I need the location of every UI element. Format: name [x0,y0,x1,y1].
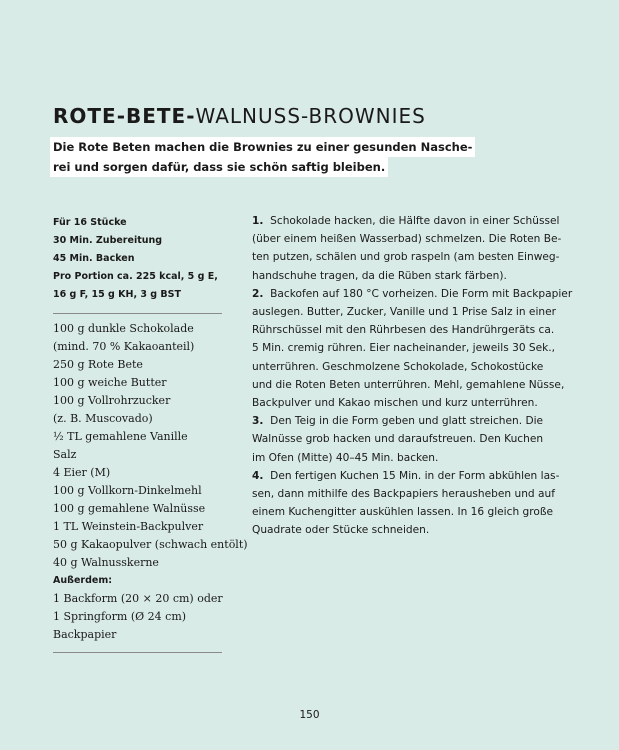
step-text: 5 Min. cremig rühren. Eier nacheinander, jeweils 30 Sek., [252,342,556,355]
recipe-title-regular: WALNUSS-BROWNIES [195,104,426,128]
recipe-title-bold: ROTE-BETE- [53,104,196,128]
step-line [252,267,562,285]
servings: Für 16 Stücke [53,217,127,228]
step-line [252,394,562,412]
step-line [252,521,562,539]
step-line [252,412,562,430]
divider [53,313,222,314]
nutrition-line: Pro Portion ca. 225 kcal, 5 g E, [53,271,218,282]
step-number: 1. [252,215,264,227]
ingredient-item: 100 g gemahlene Walnüsse [53,502,206,515]
intro-line: Die Rote Beten machen die Brownies zu einer gesunden Nasche- [50,137,475,157]
step-text: handschuhe tragen, da die Rüben stark färben). [252,269,507,282]
step-number: 2. [252,287,264,300]
ingredient-item: 100 g Vollrohrzucker [53,394,171,407]
step-text: einem Kuchengitter auskühlen lassen. In 16 gleich große [252,506,554,519]
step-text: im Ofen (Mitte) 40–45 Min. backen. [252,451,439,464]
step-text: (über einem heißen Wasserbad) schmelzen. Die Roten Be- [252,233,562,246]
recipe-title [53,104,426,128]
ingredient-item: 100 g Vollkorn-Dinkelmehl [53,484,202,497]
step-line [252,248,562,266]
extra-item: 1 Backform (20 × 20 cm) oder [53,592,223,605]
step-text: sen, dann mithilfe des Backpapiers herausheben und auf [252,488,555,501]
recipe-meta [53,214,223,304]
step-text: Walnüsse grob hacken und daraufstreuen. Den Kuchen [252,433,544,446]
ingredient-item: (z. B. Muscovado) [53,412,153,425]
extra-item: 1 Springform (Ø 24 cm) [53,610,187,623]
prep-time: 30 Min. Zubereitung [53,235,163,246]
preparation-steps [252,212,573,540]
ingredient-item: 1 TL Weinstein-Backpulver [53,520,204,533]
ingredient-item: 250 g Rote Bete [53,358,143,371]
ingredient-item: 40 g Walnusskerne [53,556,159,569]
recipe-intro [53,137,473,177]
step-line [252,303,562,321]
ingredient-item: ½ TL gemahlene Vanille [53,430,188,443]
step-text: Quadrate oder Stücke schneiden. [252,524,430,537]
step-line [252,485,562,503]
step-line [252,230,562,248]
step-line [252,449,562,467]
ingredient-item: 50 g Kakaopulver (schwach entölt) [53,538,248,551]
extra-item: Backpapier [53,628,117,641]
step-text: Backofen auf 180 °C vorheizen. Die Form mit Backpapier [270,287,573,300]
step-line [252,212,562,230]
step-text: Backpulver und Kakao mischen und kurz unterrühren. [252,397,538,410]
step-line [252,503,562,521]
step-line [252,376,565,394]
step-text: unterrühren. Geschmolzene Schokolade, Schokostücke [252,360,544,373]
step-text: ten putzen, schälen und grob raspeln (am besten Einweg- [252,251,560,264]
bake-time: 45 Min. Backen [53,253,135,264]
step-line [252,321,562,339]
step-line [252,358,562,376]
page-number: 150 [299,709,320,721]
intro-line: rei und sorgen dafür, dass sie schön saftig bleiben. [50,157,388,177]
step-text: Den fertigen Kuchen 15 Min. in der Form abkühlen las- [270,469,560,482]
ingredient-item: 100 g dunkle Schokolade [53,322,194,335]
extras-heading: Außerdem: [53,575,113,586]
step-text: Rührschüssel mit den Rührbesen des Handrührgeräts ca. [252,324,555,337]
ingredient-item: 4 Eier (M) [53,466,111,479]
divider [53,652,222,653]
step-number: 4. [252,469,264,482]
step-text: und die Roten Beten unterrühren. Mehl, gemahlene Nüsse, [252,378,565,391]
nutrition-line: 16 g F, 15 g KH, 3 g BST [53,289,181,300]
ingredient-item: Salz [53,448,77,461]
step-line [252,467,562,485]
ingredient-item: (mind. 70 % Kakaoanteil) [53,340,195,353]
step-line [252,339,562,357]
step-text: Schokolade hacken, die Hälfte davon in einer Schüssel [270,215,560,227]
step-line [252,285,573,303]
step-line [252,430,562,448]
step-text: auslegen. Butter, Zucker, Vanille und 1 Prise Salz in einer [252,306,556,319]
ingredient-item: 100 g weiche Butter [53,376,167,389]
step-number: 3. [252,415,264,428]
ingredient-list [53,320,248,644]
step-text: Den Teig in die Form geben und glatt streichen. Die [270,415,544,428]
